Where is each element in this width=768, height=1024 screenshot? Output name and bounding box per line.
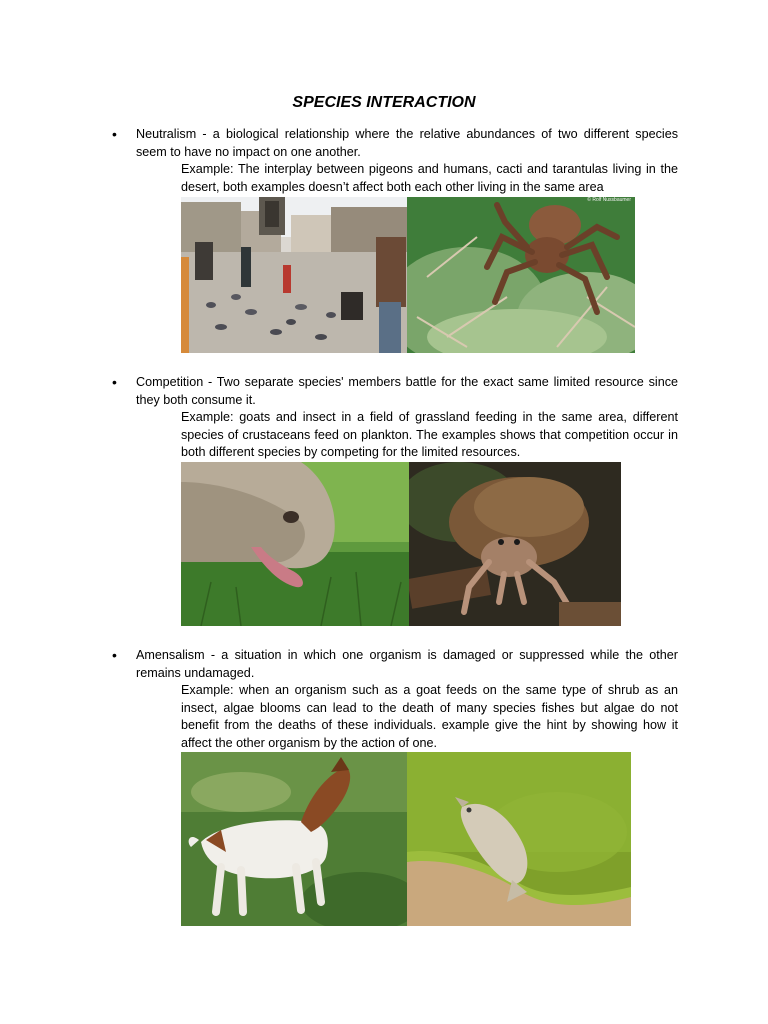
photo-credit: © Rolf Nussbaumer — [587, 197, 631, 203]
amensalism-definition: Amensalism - a situation in which one organism is damaged or suppressed while the other remains undamaged. — [136, 648, 678, 680]
competition-example: Example: goats and insect in a field of grassland feeding in the same area, different species of crustaceans feed on plankton. The examples shows that competition occur in both different species by competing for the limited resources. — [181, 410, 678, 459]
tarantula-on-cactus-photo — [407, 197, 635, 353]
hermit-crab-photo — [409, 462, 621, 626]
goat-eating-grass-photo — [181, 462, 409, 626]
dead-fish-algae-photo — [407, 752, 631, 926]
pigeons-and-humans-photo — [181, 197, 407, 353]
neutralism-example: Example: The interplay between pigeons and humans, cacti and tarantulas living in the desert, both examples doesn’t affect both each other living in the same area — [181, 162, 678, 194]
bullet-icon: • — [112, 126, 117, 142]
bullet-icon: • — [112, 647, 117, 663]
neutralism-definition: Neutralism - a biological relationship where the relative abundances of two different species seem to have no impact on one another. — [136, 127, 678, 159]
page-title: SPECIES INTERACTION — [292, 94, 476, 111]
amensalism-example: Example: when an organism such as a goat feeds on the same type of shrub as an insect, algae blooms can lead to the death of many species fishes but algae do not benefit from the deaths of these individuals. example give the hint by showing how it affect the other organism by the action of one. — [181, 683, 678, 750]
competition-definition: Competition - Two separate species' members battle for the exact same limited resource since they both consume it. — [136, 375, 678, 407]
bullet-icon: • — [112, 374, 117, 390]
goat-kid-photo — [181, 752, 407, 926]
